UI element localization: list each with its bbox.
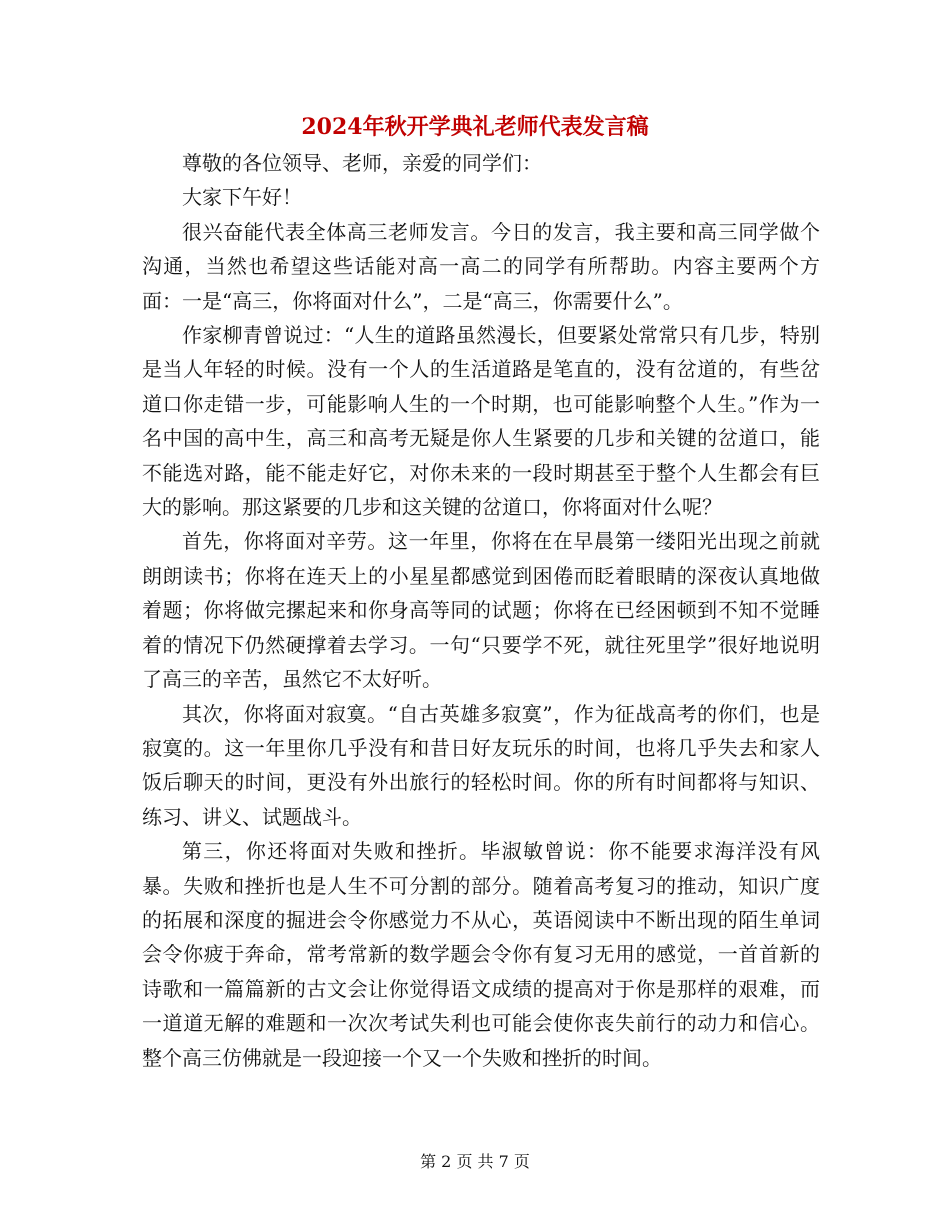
greeting: 大家下午好！	[182, 185, 302, 210]
body-paragraph: 首先，你将面对辛劳。这一年里，你将在在早晨第一缕阳光出现之前就朗朗读书；你将在连天上的小星星都感觉到困倦而眨着眼睛的深夜认真地做着题；你将做完摞起来和你身高等同的试题；你将在已经困顿到不知不觉睡着的情况下仍然硬撑着去学习。一句“只要学不死，就往死里学”很好地说明了高三的辛苦，虽然它不太好听。	[142, 529, 820, 692]
body-paragraph: 第三，你还将面对失败和挫折。毕淑敏曾说：你不能要求海洋没有风暴。失败和挫折也是人生不可分割的部分。随着高考复习的推动，知识广度的拓展和深度的掘进会令你感觉力不从心，英语阅读中不断出现的陌生单词会令你疲于奔命，常考常新的数学题会令你有复习无用的感觉，一首首新的诗歌和一篇篇新的古文会让你觉得语文成绩的提高对于你是那样的艰难，而一道道无解的难题和一次次考试失利也可能会使你丧失前行的动力和信心。整个高三仿佛就是一段迎接一个又一个失败和挫折的时间。	[142, 839, 820, 1070]
document-body	[142, 146, 820, 1075]
body-paragraph: 很兴奋能代表全体高三老师发言。今日的发言，我主要和高三同学做个沟通，当然也希望这些话能对高一高二的同学有所帮助。内容主要两个方面：一是“高三，你将面对什么”，二是“高三，你需要什么”。	[142, 219, 820, 313]
page-footer: 第 2 页 共 7 页	[420, 1152, 530, 1171]
salutation: 尊敬的各位领导、老师，亲爱的同学们：	[182, 151, 542, 175]
body-paragraph: 作家柳青曾说过：“人生的道路虽然漫长，但要紧处常常只有几步，特别是当人年轻的时候。没有一个人的生活道路是笔直的，没有岔道的，有些岔道口你走错一步，可能影响人生的一个时期，也可能影响整个人生。”作为一名中国的高中生，高三和高考无疑是你人生紧要的几步和关键的岔道口，能不能选对路，能不能走好它，对你未来的一段时期甚至于整个人生都会有巨大的影响。那这紧要的几步和这关键的岔道口，你将面对什么呢？	[142, 323, 820, 520]
document-title: 2024年秋开学典礼老师代表发言稿	[301, 114, 649, 140]
body-paragraph: 其次，你将面对寂寞。“自古英雄多寂寞”，作为征战高考的你们，也是寂寞的。这一年里你几乎没有和昔日好友玩乐的时间，也将几乎失去和家人饭后聊天的时间，更没有外出旅行的轻松时间。你的所有时间都将与知识、练习、讲义、试题战斗。	[142, 701, 820, 829]
